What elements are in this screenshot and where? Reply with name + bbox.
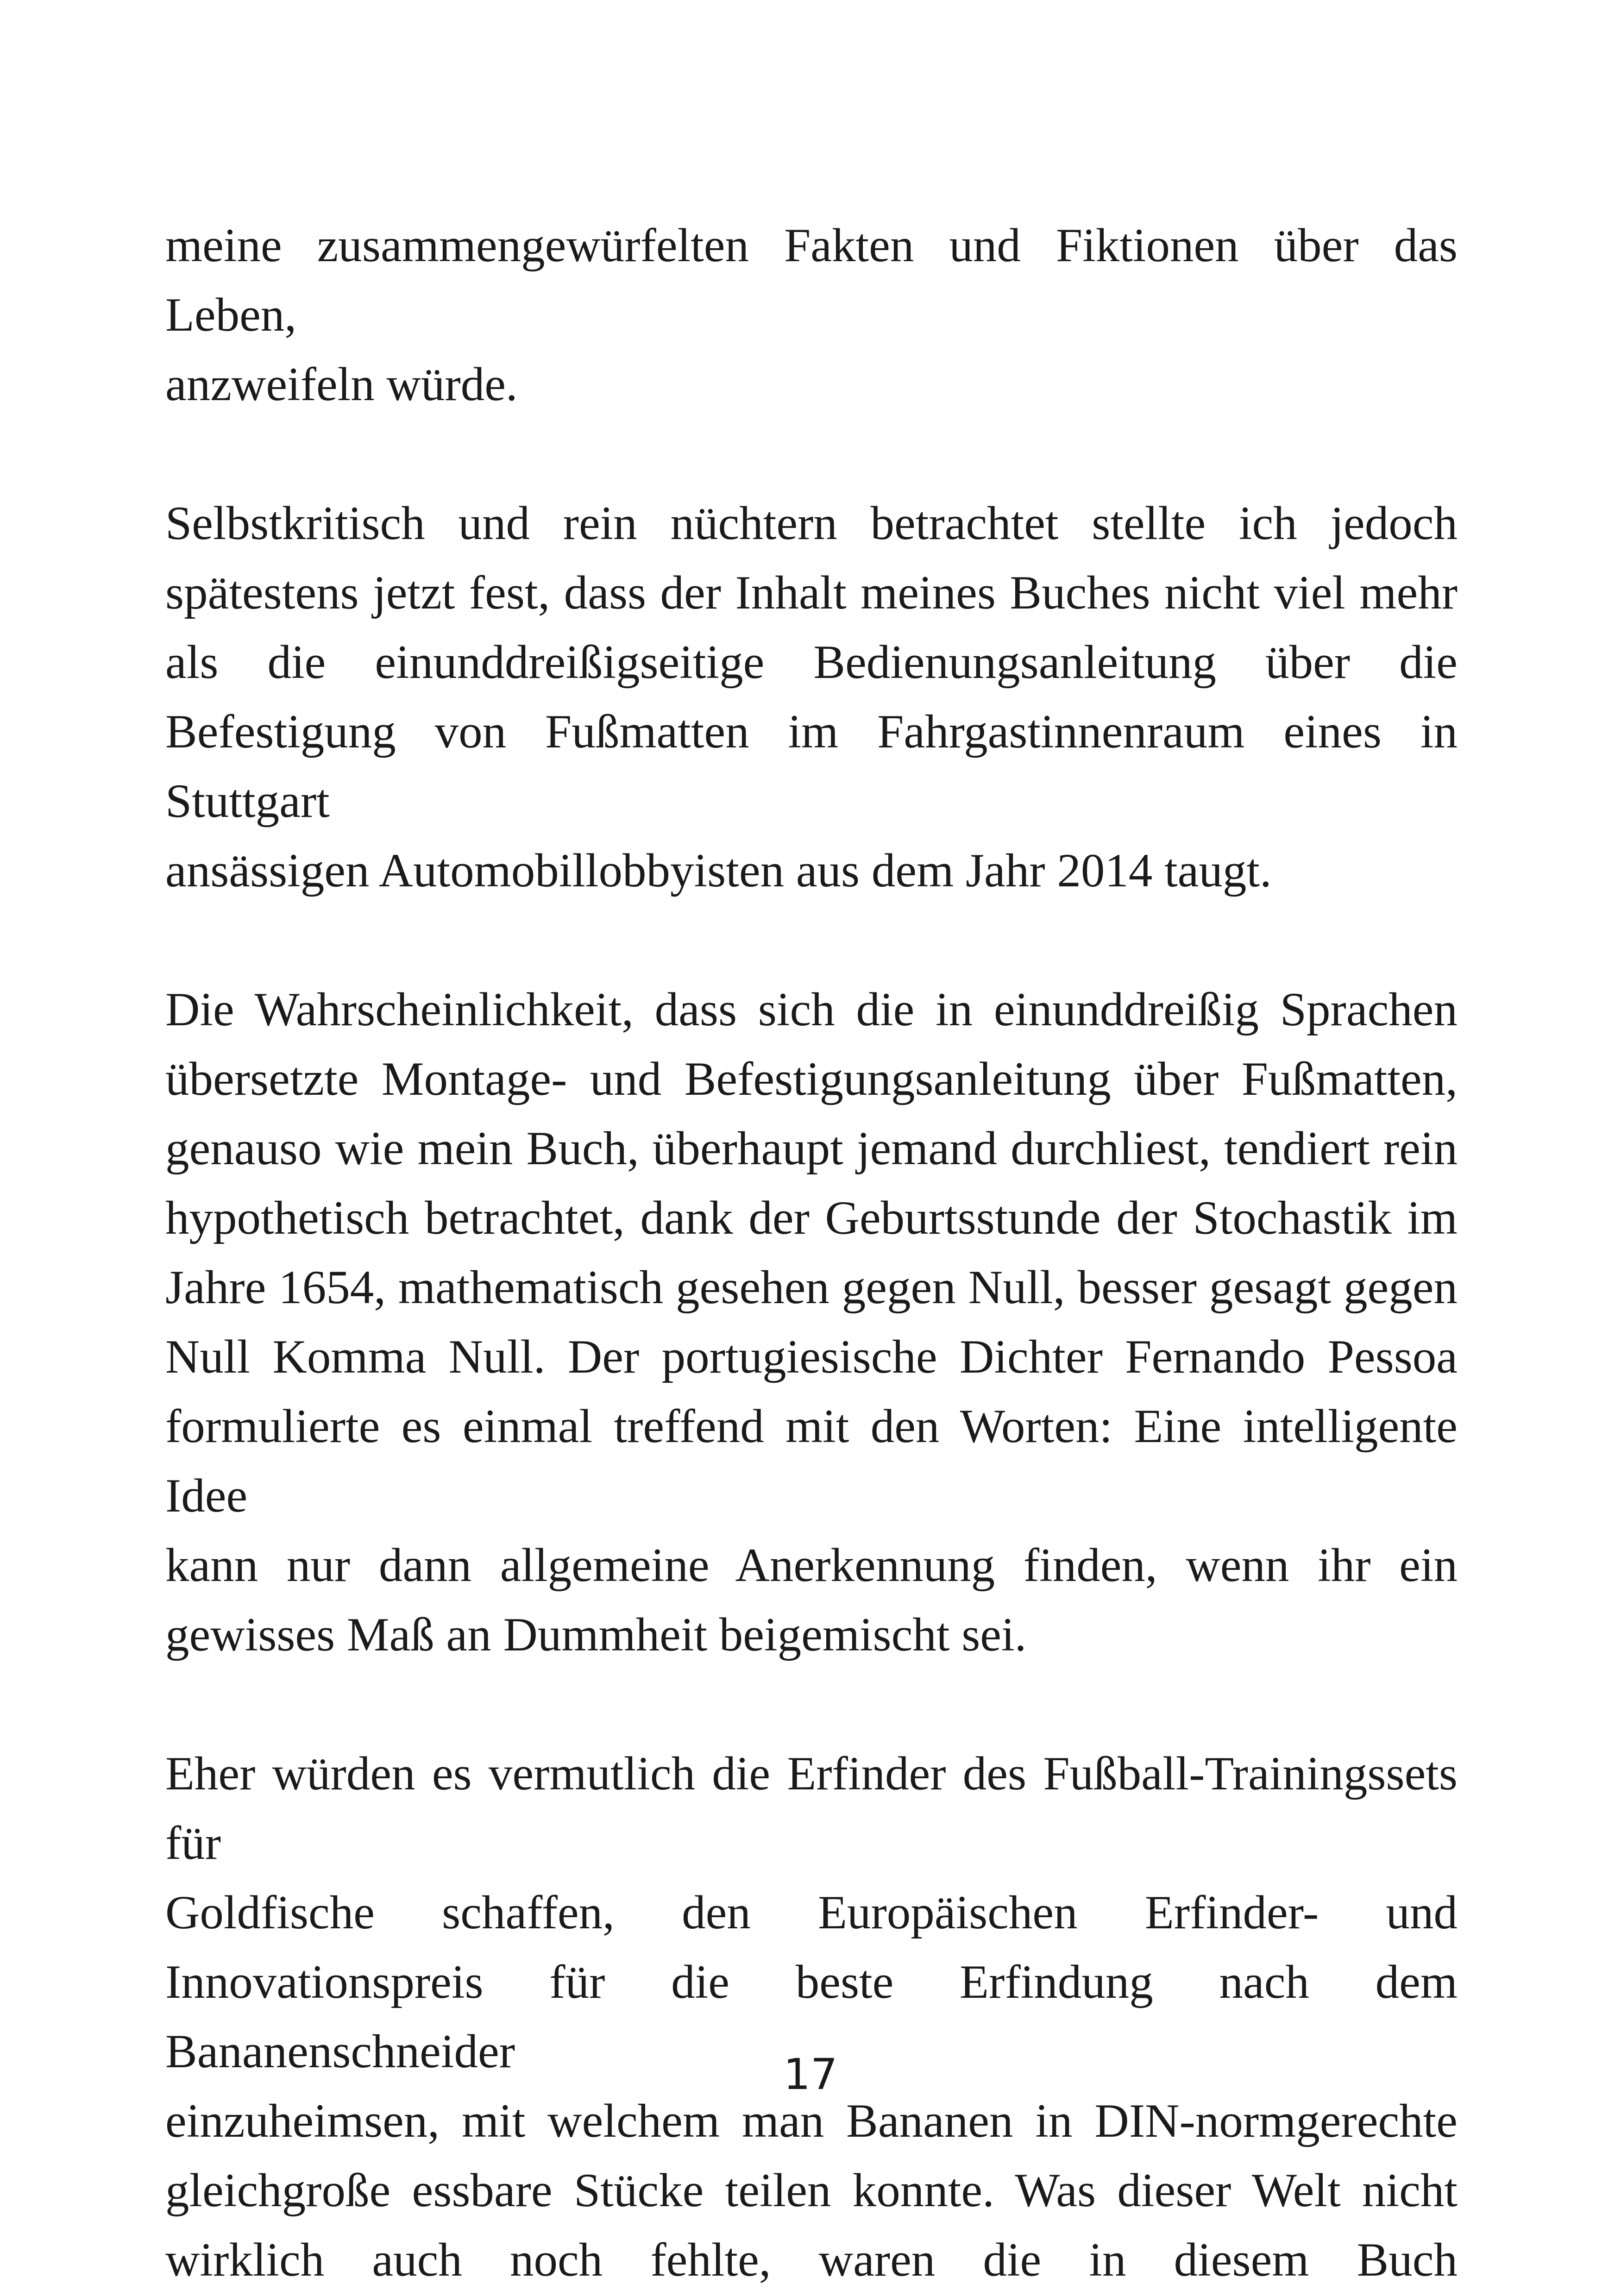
paragraph-gap	[165, 905, 1458, 975]
text-line: hypothetisch betrachtet, dank der Geburtsstunde der Stochastik im	[165, 1192, 1458, 1244]
text-line: meine zusammengewürfelten Fakten und Fiktionen über das Leben,	[165, 219, 1458, 341]
text-line: kann nur dann allgemeine Anerkennung finden, wenn ihr ein	[165, 1539, 1458, 1592]
text-line: Die Wahrscheinlichkeit, dass sich die in einunddreißig Sprachen	[165, 983, 1458, 1036]
paragraph	[165, 489, 1458, 905]
paragraph	[165, 975, 1458, 1669]
text-line: übersetzte Montage- und Befestigungsanleitung über Fußmatten,	[165, 1053, 1458, 1105]
text-line: einzuheimsen, mit welchem man Bananen in DIN-normgerechte	[165, 2095, 1458, 2147]
text-line: Null Komma Null. Der portugiesische Dichter Fernando Pessoa	[165, 1330, 1458, 1383]
text-line: gewisses Maß an Dummheit beigemischt sei.	[165, 1608, 1027, 1661]
body-text	[165, 211, 1458, 2295]
text-line: formulierte es einmal treffend mit den Worten: Eine intelligente Idee	[165, 1400, 1458, 1522]
text-line: ansässigen Automobillobbyisten aus dem Jahr 2014 taugt.	[165, 844, 1272, 897]
text-line: Goldfische schaffen, den Europäischen Erfinder- und	[165, 1886, 1458, 1939]
text-line: genauso wie mein Buch, überhaupt jemand durchliest, tendiert rein	[165, 1122, 1458, 1175]
paragraph	[165, 1739, 1458, 2295]
paragraph	[165, 211, 1458, 419]
paragraph-gap	[165, 419, 1458, 489]
paragraph-gap	[165, 1669, 1458, 1739]
text-line: Innovationspreis für die beste Erfindung nach dem Bananenschneider	[165, 1956, 1458, 2078]
text-line: Selbstkritisch und rein nüchtern betrachtet stellte ich jedoch	[165, 497, 1458, 550]
text-line: wirklich auch noch fehlte, waren die in diesem Buch	[165, 2233, 1458, 2286]
text-line: anzweifeln würde.	[165, 358, 518, 411]
text-line: gleichgroße essbare Stücke teilen konnte. Was dieser Welt nicht	[165, 2164, 1458, 2217]
text-line: Jahre 1654, mathematisch gesehen gegen Null, besser gesagt gegen	[165, 1261, 1458, 1314]
text-line: als die einunddreißigseitige Bedienungsanleitung über die	[165, 636, 1458, 689]
page-number: 17	[783, 2050, 838, 2099]
text-line: spätestens jetzt fest, dass der Inhalt meines Buches nicht viel mehr	[165, 566, 1458, 619]
text-line: Eher würden es vermutlich die Erfinder des Fußball-Trainingssets für	[165, 1747, 1458, 1869]
text-line: Befestigung von Fußmatten im Fahrgastinnenraum eines in Stuttgart	[165, 705, 1458, 828]
